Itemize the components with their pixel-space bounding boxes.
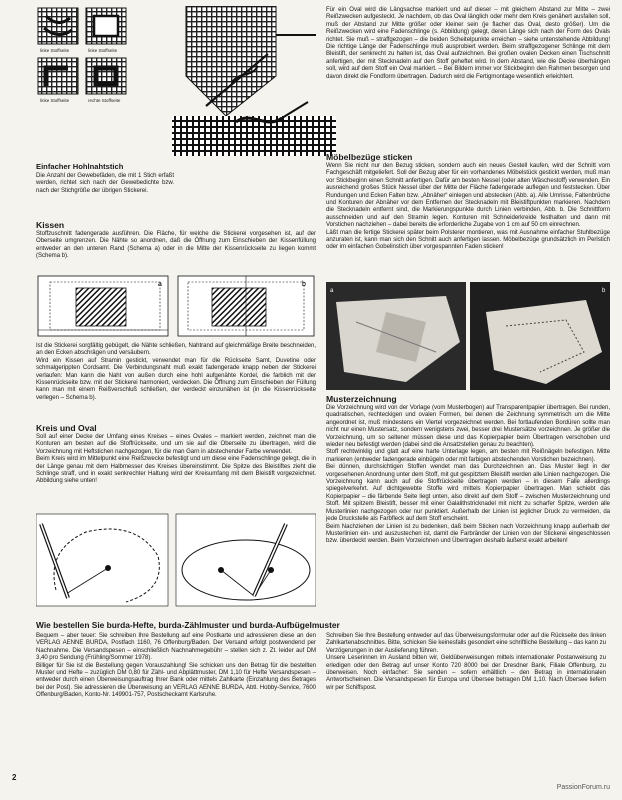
kissen-schema	[36, 272, 316, 338]
stitch-square-2	[86, 8, 126, 44]
kreis-oval-illustrations	[36, 510, 316, 610]
kissen-body3: Wird ein Kissen auf Stramin gestickt, verwendet man für die Rückseite Samt, Duvetine oder schmalgerippten Cordsamt. Die Verbindungsnaht muß exakt fadengerade knapp neben der Stickerei verlaufen: Man kann die Naht von außen durch eine hohl aufgenähte Kordel, die farblich mit der Kissenrückseite bzw. mit der Stickerei harmoniert, verdecken. Die Öffnung zum Einschieben der Füllung kann man mit einem Reißverschluß schließen, der verdeckt einzunähen ist (in die Kissenrückseite verlegen – Schema b).	[36, 356, 316, 401]
kreis-body: Soll auf einer Decke der Umfang eines Kreises – eines Ovales – markiert werden, zeichnet man die Konturen am besten auf die Stoffrückseite, und um sie auf die Oberseite zu übertragen, wird die Vorzeichnung mit Heftstichen nachgezogen, für die man Garn in abstechender Farbe verwendet.	[36, 433, 316, 455]
photo-b-label: b	[602, 288, 606, 294]
bestellen-right-2: Unsere Leserinnen im Ausland bitten wir, Geldüberweisungen mittels internationaler Postanweisung zu erledigen oder den Betrag auf unser Konto 720 8000 bei der Dresdner Bank, Filiale Offenburg, zu überweisen. Noch einfacher: Sie senden – sofern erhältlich – den Betrag in internationalen Antwortscheinen. Die Versandspesen für Europa und Übersee betragen DM 1,10. Nach Übersee liefern wir per Schiffspost.	[326, 654, 606, 691]
schema-b-label: b	[302, 281, 306, 288]
needle-fabric-illustration	[186, 6, 316, 116]
stitch-square-3	[38, 58, 78, 94]
bestellen-title: Wie bestellen Sie burda-Hefte, burda-Zählmuster und burda-Aufbügelmuster	[36, 620, 340, 630]
kreis-title: Kreis und Oval	[36, 423, 97, 433]
oval-drawing	[176, 514, 316, 606]
page-number: 2	[12, 773, 17, 782]
bestellen-right	[326, 632, 606, 691]
label-linke-1: linke Stoffseite	[40, 48, 70, 53]
moebel-body: Wenn Sie nicht nur den Bezug sticken, sondern auch ein neues Gestell kaufen, wird der Schnitt vom Fachgeschäft mitgeliefert. Soll der Bezug aber für ein vorhandenes Möbelstück gestickt werden, muß man vor Stickbeginn einen Schnitt anfertigen. Dafür am besten Nessel (oder alten Wäschestoff) verwenden. Ein ausreichend großes Stück Nessel über der Mitte der Fläche fadengerade auflegen und feststecken. Über Rundungen und Ecken Falten bzw. „Abnäher“ einlegen und abstecken (Abb. a). Alle Umrisse, Faltenbrüche und Konturen der Abnäher vor dem Entfernen der Stecknadeln mit Bleistiftpunkten markieren. Nachdem die Stecknadeln entfernt sind, die Markierungspunkte durch Linien verbinden, Abb. b. Die Schnittform ausschneiden und auf den Stramin legen. Konturen mit Schneiderkreide festhalten und dann mit Vorstichen nachziehen – dabei bereits die erforderliche Zugabe von 1 cm auf 50 cm einrechnen.	[326, 162, 610, 229]
muster-title: Musterzeichnung	[326, 394, 397, 404]
stitch-square-4	[86, 58, 126, 94]
label-rechte: rechte Stoffseite	[88, 98, 121, 103]
label-linke-3: linke Stoffseite	[40, 98, 70, 103]
photo-a-label: a	[330, 288, 334, 294]
section-bestellen	[36, 620, 608, 699]
schema-a	[38, 276, 168, 336]
oval-body: Für ein Oval wird die Längsachse markiert und auf dieser – mit gleichem Abstand zur Mitte – zwei Reißzwecken aufgesteckt. Je nachdem, ob das Oval länglich oder mehr dem Kreis genähert ausfallen soll, muß der Abstand zur Mitte größer oder kleiner sein (je flacher das Oval, desto größer). Um die Reißzwecken wird eine Fadenschlinge (s. Abbildung) gelegt, deren Länge sich nach der Form des Ovals richtet. Sie muß – straffgezogen – die beiden Scheitelpunkte erreichen – siehe untenstehende Abbildung! Die richtige Länge der Fadenschlinge muß ausprobiert werden. Beim straffgezogener Schlinge mit dem Bleistift, der senkrecht zu halten ist, das Oval aufzeichnen. Bei großen ovalen Decken einen Tischschnitt anfertigen, der mit Stecknadeln auf den Stoff geheftet wird. In dem Abstand, wie die Decke überhängen soll, wird auf dem Stoff ein Oval markiert. – Bei Bildern immer vor Stickbeginn den Rahmen besorgen und davon direkt die Fondform übertragen. Dadurch wird die Fertigmontage wesentlich erleichtert.	[326, 6, 610, 80]
bestellen-left	[36, 632, 316, 699]
section-kissen	[36, 220, 316, 260]
hohlnaht-body: Die Anzahl der Gewebefäden, die mit 1 Stich erfaßt werden, richtet sich nach der Gewebedichte bzw. nach der Stichgröße der übrigen Stickerei.	[36, 172, 174, 194]
schema-b	[178, 276, 314, 336]
moebel-body2: Läßt man die fertige Stickerei später beim Polsterer montieren, was mit Ausnahme einfacher Stuhlbezüge anzuraten ist, kann man sich den Schnitt auch anfertigen lassen. Möbelbezüge grundsätzlich im Perlstich oder im einfachen Gobelinstich über vorgespannten Faden sticken!	[326, 228, 610, 251]
muster-body2: Stoff rechtwinklig und glatt auf eine harte Unterlage legen, am besten mit Reißnägeln befestigen. Mitte markieren (entweder fadengerade einbügeln oder mit farbigen abstechenden Vorstichen bezeichnen).	[326, 448, 610, 463]
section-oval	[326, 6, 610, 80]
section-kreis	[36, 423, 316, 485]
kreis-body2: Beim Kreis wird im Mittelpunkt eine Reißzwecke befestigt und um diese eine Fadenschlinge gelegt, die in der Länge genau mit dem Halbmesser des Kreises übereinstimmt. Die Spitze des Bleistiftes zieht die Schlinge straff, und in exakt senkrechter Haltung wird der Kreisumfang mit dem Bleistift vorgezeichnet. Abbildung siehe unten!	[36, 455, 316, 485]
circle-drawing	[36, 514, 168, 606]
kissen-body2: Ist die Stickerei sorgfältig gebügelt, die Nähte schließen, Nahtrand auf gleichmäßige Breite beschneiden, an den Ecken abschrägen und versäubern.	[36, 342, 316, 357]
section-kissen-cont	[36, 342, 316, 401]
section-hohlnaht	[36, 162, 174, 194]
hohlnaht-illustration	[172, 102, 336, 156]
kissen-body: Stoffzuschnitt fadengerade ausführen. Die Fläche, für welche die Stickerei vorgesehen ist, auf der Oberseite umgrenzen. Die Nähte so anordnen, daß die Öffnung zum Einschieben der Kissenfüllung entweder an den unteren Rand (Schema a) oder in die Mitte der Kissenrückseite zu liegen kommt (Schema b).	[36, 230, 316, 260]
hohlnaht-title: Einfacher Hohlnahtstich	[36, 162, 124, 171]
bestellen-left-2: Billiger für Sie ist die Bestellung gegen Vorauszahlung! Sie schicken uns den Betrag für die bestellten Muster und Hefte – zuzüglich DM 0,80 für Zähl- und Abplättmuster, DM 1,10 für Hefte Versandspesen – entweder durch einen Überweisungsauftrag Ihrer Bank oder mittels Zahlkarte (Einzahlung des Betrages bei der Post). Sie adressieren die Überweisung an VERLAG AENNE BURDA, Abtl. Hobby-Service, 7600 Offenburg/Baden, Konto-Nr. 149901-757, Postscheckamt Karlsruhe.	[36, 661, 316, 699]
muster-body3: Bei dünnen, durchsichtigen Stoffen wendet man das Durchzeichnen an. Das Muster liegt in der vorgesehenen Anordnung unter dem Stoff, mit gut gespitztem Bleistift werden alle Linien nachgezogen. Die Vorzeichnung kann auch auf die Stoffrückseite übertragen werden – in diesem Falle allerdings spiegelverkehrt. Auf dichtgewebte Stoffe wird mittels Kopierpapier übertragen. Man schiebt das Kopierpapier – die färbende Seite liegt unten, also direkt auf dem Stoff – zwischen Musterzeichnung und Stoff. Mit spitzem Bleistift, besser mit einer Galalithstricknadel mit nicht zu scharfer Spitze, werden alle Musterlinien nachgezogen oder nur punktiert. Außerhalb der Linien ist jeglicher Druck zu vermeiden, da jede Druckstelle als Farbfleck auf dem Stoff erscheint.	[326, 463, 610, 523]
kissen-title: Kissen	[36, 220, 65, 230]
photo-b	[470, 282, 610, 390]
stitch-square-1	[38, 8, 78, 44]
muster-body: Die Vorzeichnung wird von der Vorlage (vom Musterbogen) auf Transparentpapier übertragen. Bei runden, quadratischen, rechteckigen und ovalen Formen, bei denen die Zeichnung symmetrisch um die Mitte angeordnet ist, muß mindestens ein Viertel vorgezeichnet werden. Bei fortlaufenden Bordüren sollte man nicht nur einen Mustersatz, sondern wenigstens zwei, besser drei Mustersätze vorzeichnen. Je größer die Vorzeichnung, um so seltener müssen diese und das Kopierpapier beim Übertragen verschoben und wieder neu befestigt werden (dabei sind die Ansatzstellen genau zu beachten).	[326, 404, 610, 449]
watermark: PassionForum.ru	[556, 784, 610, 791]
bestellen-left-1: Bequem – aber teuer: Sie schreiben Ihre Bestellung auf eine Postkarte und adressieren diese an den VERLAG AENNE BURDA, Postfach 1160, 76 Offenburg/Baden. Der Versand erfolgt postwendend per Nachnahme. Die Versandspesen – einschließlich Nachnahmegebühr – stellen sich z. Zt. leider auf DM 3,40 pro Sendung (Frühling/Sommer 1978).	[36, 632, 316, 662]
stitch-illustrations	[36, 6, 336, 156]
moebel-photos	[326, 282, 610, 390]
photo-a	[326, 282, 466, 390]
schema-a-label: a	[158, 281, 162, 288]
section-moebel	[326, 152, 610, 251]
moebel-title: Möbelbezüge sticken	[326, 152, 413, 162]
section-muster	[326, 394, 610, 545]
label-linke-2: linke Stoffseite	[88, 48, 118, 53]
muster-body4: Beim Nachziehen der Linien ist zu bedenken, daß beim Sticken nach Vorzeichnung knapp außerhalb der Musterlinien ein- und auszustechen ist, damit die Farbränder der Linien von der Stickerei eingeschlossen bzw. überdeckt werden. Beim Vorzeichnen und Übertragen deshalb äußerst exakt arbeiten!	[326, 522, 610, 545]
bestellen-right-1: Schreiben Sie Ihre Bestellung entweder auf das Überweisungsformular oder auf die Rückseite des linken Zahlkartenabschnittes. Bitte, schicken Sie keinesfalls gesondert eine schriftliche Bestellung – das kann zu Verzögerungen in der Auslieferung führen.	[326, 632, 606, 654]
